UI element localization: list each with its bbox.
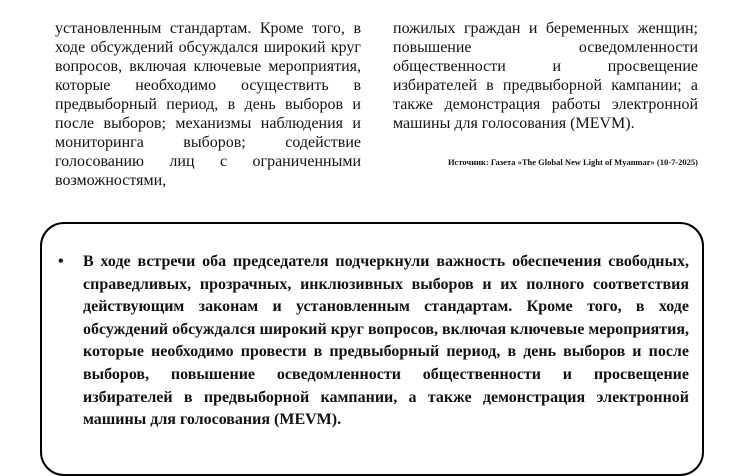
highlight-text: В ходе встречи оба председателя подчеркнули важность обеспечения свободных, справедливых, прозрачных, инклюзивных выборов и их полного соответствия действующим законам и установленным стандартам. Кроме того, в ходе обсуждений обсуждался широкий круг вопросов, включая ключевые мероприятия, которые необходимо провести в предвыборный период, в день выборов и после выборов, повышение осведомленности общественности и просвещение избирателей в предвыборной кампании, а также демонстрация электронной машины для голосования (MEVM). <box>83 253 689 429</box>
article-left-column <box>55 19 361 190</box>
article-right-column <box>393 19 698 190</box>
article-columns <box>55 19 698 190</box>
highlight-item <box>57 251 689 432</box>
article-right-text: пожилых граждан и беременных женщин; повышение осведомленности общественности и просвещение избирателей в предвыборной кампании; а также демонстрация работы электронной машины для голосования (MEVM). <box>393 20 698 132</box>
article-left-text: установленным стандартам. Кроме того, в ходе обсуждений обсуждался широкий круг вопросов, включая ключевые мероприятия, которые необходимо осуществить в предвыборный период, в день выборов и после выборов; механизмы наблюдения и мониторинга выборов; содействие голосованию лиц с ограниченными возможностями, <box>55 20 361 189</box>
highlight-list <box>57 251 689 432</box>
source-caption: Источник: Газета «The Global New Light of Myanmar» (10-7-2025) <box>447 157 698 167</box>
bullet-icon: • <box>58 253 64 270</box>
